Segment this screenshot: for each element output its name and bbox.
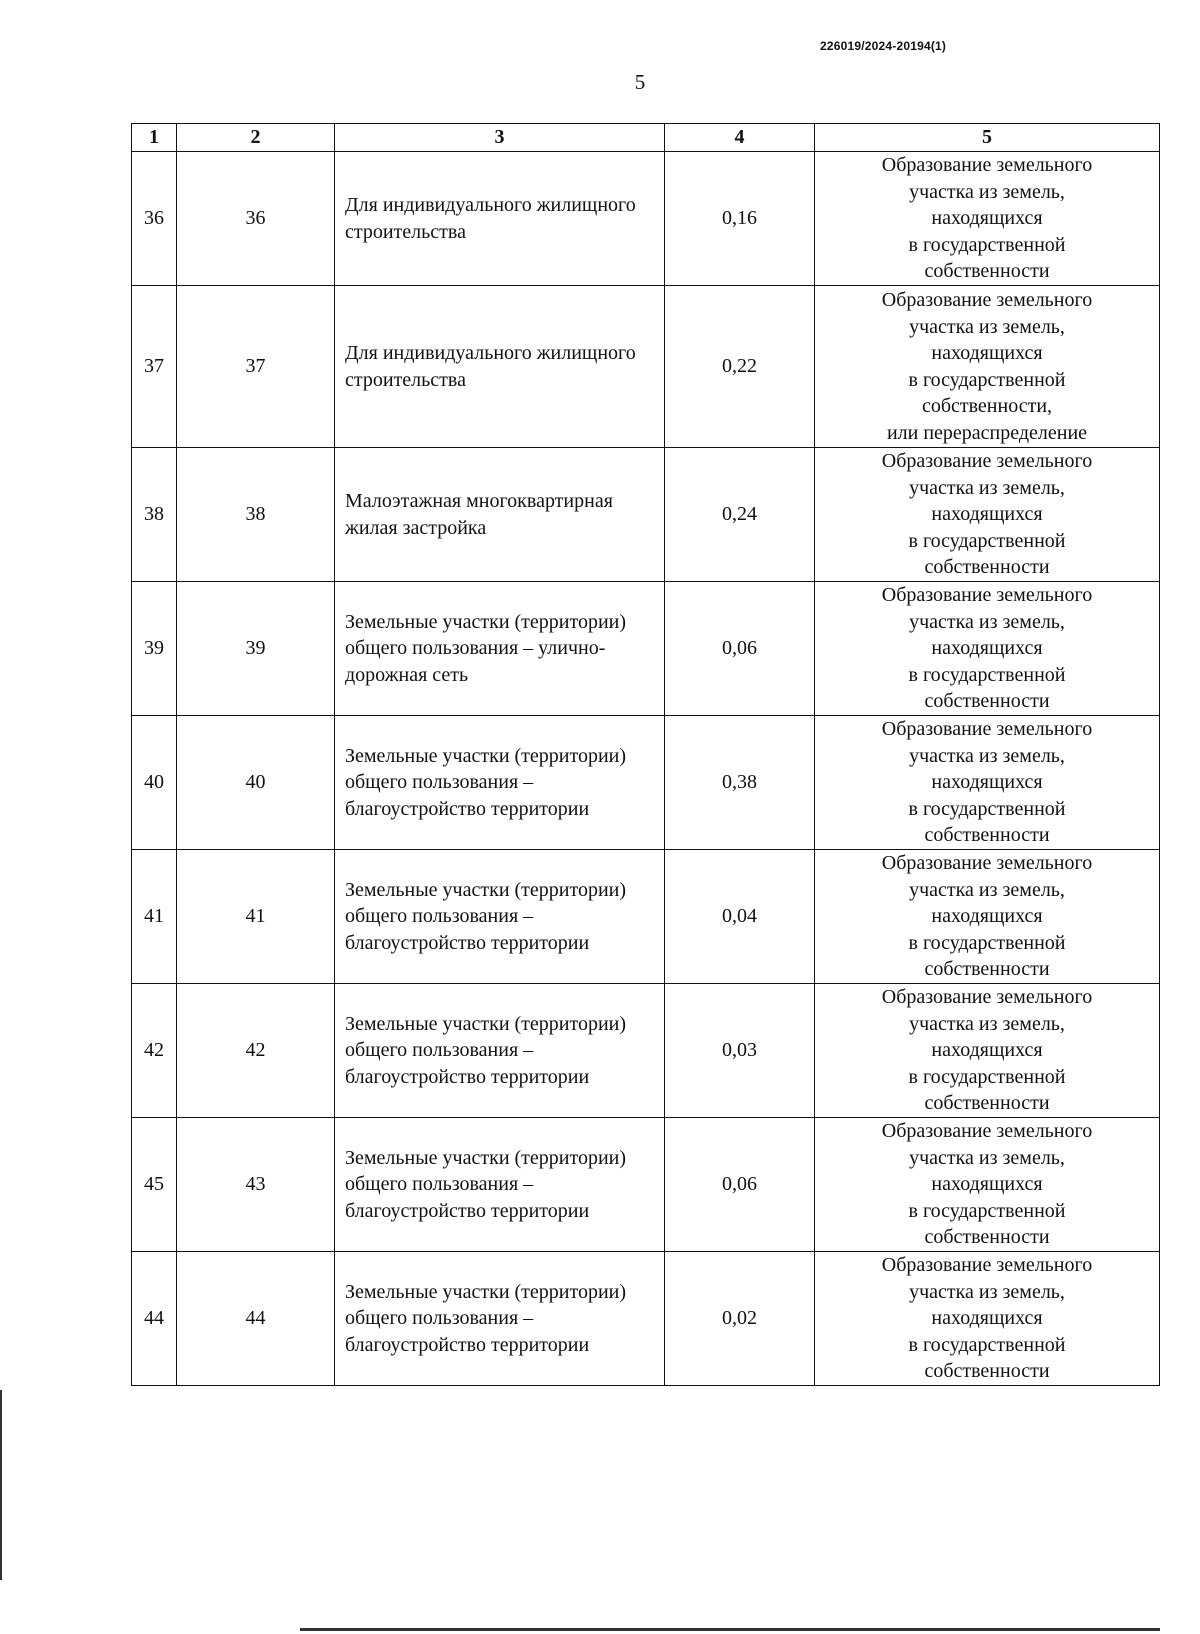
- formation-method-line: в государственной: [908, 529, 1066, 552]
- scan-edge-mark: [0, 1390, 2, 1580]
- row-number-cell: 40: [132, 716, 177, 850]
- formation-method-line: или перераспределение: [886, 421, 1088, 444]
- plot-number-cell: 41: [177, 850, 335, 984]
- formation-method-line: Образование земельного: [881, 1254, 1093, 1277]
- formation-method-line: участка из земель,: [909, 1146, 1065, 1169]
- row-number-cell: 38: [132, 448, 177, 582]
- formation-method-line: участка из земель,: [909, 744, 1065, 767]
- permitted-use-cell: Земельные участки (территории) общего пользования – благоустройство территории: [335, 716, 665, 850]
- area-cell: 0,38: [665, 716, 815, 850]
- formation-method-line: собственности: [924, 1360, 1050, 1383]
- area-cell: 0,22: [665, 286, 815, 448]
- formation-method-line: находящихся: [931, 342, 1043, 364]
- area-cell: 0,16: [665, 152, 815, 286]
- formation-method-line: собственности: [924, 824, 1050, 847]
- formation-method-line: находящихся: [931, 1039, 1043, 1062]
- land-plots-table: [131, 123, 1160, 1386]
- row-number-cell: 44: [132, 1252, 177, 1386]
- column-header-1: 1: [132, 124, 177, 152]
- area-cell: 0,04: [665, 850, 815, 984]
- row-number-cell: 45: [132, 1118, 177, 1252]
- formation-method-line: собственности: [924, 1092, 1050, 1115]
- plot-number-cell: 37: [177, 286, 335, 448]
- formation-method-line: Образование земельного: [881, 154, 1093, 177]
- plot-number-cell: 38: [177, 448, 335, 582]
- permitted-use-cell: Земельные участки (территории) общего пользования – благоустройство территории: [335, 850, 665, 984]
- formation-method-line: Образование земельного: [881, 718, 1093, 741]
- formation-method-line: находящихся: [931, 771, 1043, 794]
- formation-method-cell: [815, 716, 1160, 850]
- formation-method-line: Образование земельного: [881, 986, 1093, 1009]
- area-cell: 0,06: [665, 582, 815, 716]
- formation-method-line: в государственной: [908, 1065, 1066, 1088]
- formation-method-line: Образование земельного: [881, 450, 1093, 473]
- permitted-use-cell: Малоэтажная многоквартирная жилая застройка: [335, 448, 665, 582]
- formation-method-cell: [815, 1252, 1160, 1386]
- permitted-use-cell: Земельные участки (территории) общего пользования – благоустройство территории: [335, 984, 665, 1118]
- column-header-4: 4: [665, 124, 815, 152]
- formation-method-line: Образование земельного: [881, 584, 1093, 607]
- permitted-use-cell: Земельные участки (территории) общего пользования – улично-дорожная сеть: [335, 582, 665, 716]
- table-header-row: [132, 124, 1160, 152]
- row-number-cell: 41: [132, 850, 177, 984]
- formation-method-cell: [815, 286, 1160, 448]
- formation-method-cell: [815, 582, 1160, 716]
- area-cell: 0,02: [665, 1252, 815, 1386]
- plot-number-cell: 39: [177, 582, 335, 716]
- table-row: [132, 152, 1160, 286]
- formation-method-line: участка из земель,: [909, 878, 1065, 901]
- formation-method-line: участка из земель,: [909, 1280, 1065, 1303]
- formation-method-cell: [815, 984, 1160, 1118]
- formation-method-line: Образование земельного: [881, 289, 1093, 311]
- formation-method-line: в государственной: [908, 233, 1066, 256]
- permitted-use-cell: Земельные участки (территории) общего пользования – благоустройство территории: [335, 1252, 665, 1386]
- area-cell: 0,06: [665, 1118, 815, 1252]
- formation-method-line: участка из земель,: [909, 610, 1065, 633]
- formation-method-line: находящихся: [931, 1307, 1043, 1330]
- table-row: [132, 1118, 1160, 1252]
- area-cell: 0,03: [665, 984, 815, 1118]
- row-number-cell: 39: [132, 582, 177, 716]
- row-number-cell: 36: [132, 152, 177, 286]
- formation-method-line: Образование земельного: [881, 1120, 1093, 1143]
- table-body: [132, 152, 1160, 1386]
- plot-number-cell: 44: [177, 1252, 335, 1386]
- formation-method-line: в государственной: [908, 931, 1066, 954]
- permitted-use-cell: Для индивидуального жилищного строительства: [335, 286, 665, 448]
- formation-method-line: в государственной: [908, 797, 1066, 820]
- formation-method-line: собственности,: [921, 395, 1053, 417]
- formation-method-line: собственности: [924, 260, 1050, 283]
- formation-method-line: участка из земель,: [909, 180, 1065, 203]
- table-row: [132, 1252, 1160, 1386]
- formation-method-cell: [815, 1118, 1160, 1252]
- formation-method-line: находящихся: [931, 1173, 1043, 1196]
- plot-number-cell: 43: [177, 1118, 335, 1252]
- formation-method-line: в государственной: [908, 663, 1066, 686]
- formation-method-line: находящихся: [931, 905, 1043, 928]
- formation-method-line: собственности: [924, 556, 1050, 579]
- formation-method-cell: [815, 448, 1160, 582]
- formation-method-line: участка из земель,: [909, 315, 1065, 338]
- plot-number-cell: 40: [177, 716, 335, 850]
- formation-method-line: собственности: [924, 1226, 1050, 1249]
- document-number: 226019/2024-20194(1): [820, 39, 947, 53]
- table-row: [132, 716, 1160, 850]
- table-row: [132, 286, 1160, 448]
- formation-method-line: участка из земель,: [909, 1012, 1065, 1035]
- formation-method-line: в государственной: [908, 368, 1066, 391]
- row-number-cell: 37: [132, 286, 177, 448]
- scan-bottom-line: [300, 1628, 1160, 1631]
- plot-number-cell: 42: [177, 984, 335, 1118]
- page-number: 5: [634, 70, 646, 94]
- formation-method-line: собственности: [924, 958, 1050, 981]
- formation-method-line: в государственной: [908, 1199, 1066, 1222]
- table-row: [132, 582, 1160, 716]
- formation-method-line: Образование земельного: [881, 852, 1093, 875]
- formation-method-line: участка из земель,: [909, 476, 1065, 499]
- plot-number-cell: 36: [177, 152, 335, 286]
- column-header-2: 2: [177, 124, 335, 152]
- formation-method-line: собственности: [924, 690, 1050, 713]
- formation-method-cell: [815, 152, 1160, 286]
- column-header-5: 5: [815, 124, 1160, 152]
- area-cell: 0,24: [665, 448, 815, 582]
- permitted-use-cell: Для индивидуального жилищного строительства: [335, 152, 665, 286]
- formation-method-line: в государственной: [908, 1333, 1066, 1356]
- formation-method-line: находящихся: [931, 503, 1043, 526]
- column-header-3: 3: [335, 124, 665, 152]
- formation-method-cell: [815, 850, 1160, 984]
- formation-method-line: находящихся: [931, 637, 1043, 660]
- table-row: [132, 850, 1160, 984]
- row-number-cell: 42: [132, 984, 177, 1118]
- formation-method-line: находящихся: [931, 207, 1043, 230]
- table-row: [132, 984, 1160, 1118]
- permitted-use-cell: Земельные участки (территории) общего пользования – благоустройство территории: [335, 1118, 665, 1252]
- table-row: [132, 448, 1160, 582]
